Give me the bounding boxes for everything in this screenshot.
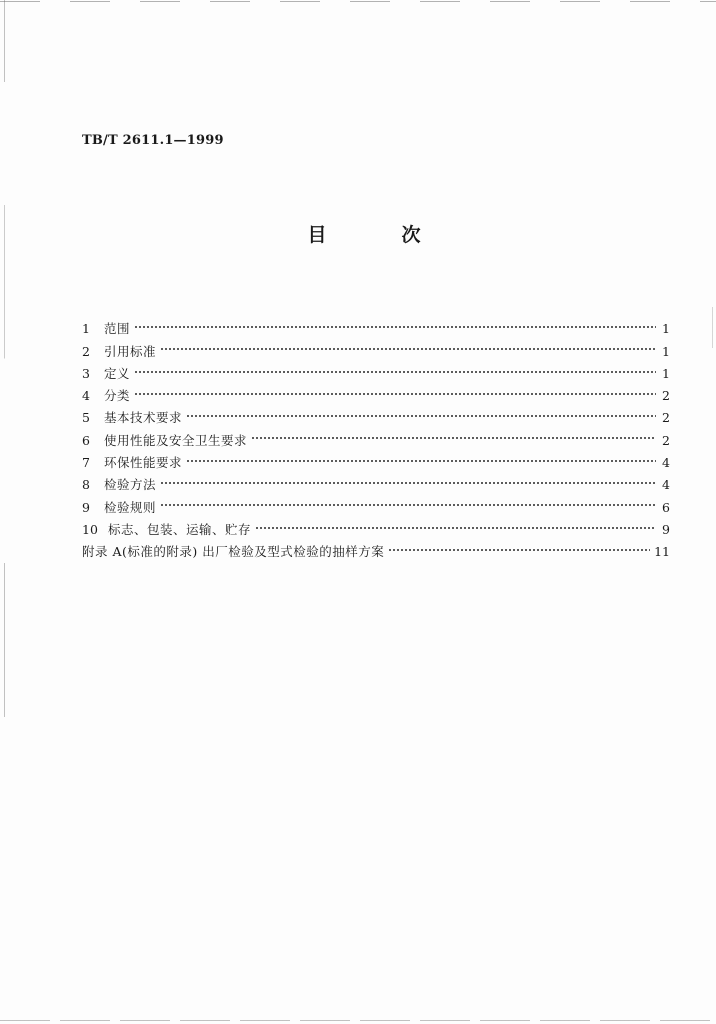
toc-leader-dots — [160, 489, 656, 511]
toc-entry-page: 9 — [662, 521, 670, 537]
toc-leader-dots — [134, 311, 656, 333]
toc-entry-number: 5 — [82, 410, 90, 426]
toc-entry[interactable] — [82, 400, 670, 426]
toc-entry[interactable] — [82, 333, 670, 359]
toc-entry-number: 3 — [82, 365, 90, 381]
toc-entry-title: 检验规则 — [104, 499, 157, 515]
scan-edge-top — [0, 1, 716, 2]
toc-entry-number: 9 — [82, 499, 90, 515]
toc-entry-title: 标志、包装、运输、贮存 — [108, 521, 252, 537]
toc-entry[interactable] — [82, 311, 670, 337]
toc-entry-page: 1 — [662, 343, 670, 359]
toc-leader-dots — [160, 333, 656, 355]
toc-leader-dots — [134, 378, 656, 400]
toc-leader-dots — [251, 422, 656, 444]
toc-entry-title: 附录 A(标准的附录) 出厂检验及型式检验的抽样方案 — [82, 544, 385, 560]
toc-entry-page: 2 — [662, 388, 670, 404]
toc-leader-dots — [134, 356, 656, 378]
toc-leader-dots — [186, 445, 656, 467]
toc-entry-number: 6 — [82, 432, 90, 448]
toc-entry-title: 分类 — [104, 388, 131, 404]
table-of-contents — [82, 311, 670, 560]
toc-title: 目 次 — [307, 224, 449, 246]
toc-leader-dots — [255, 512, 656, 534]
scan-edge-bottom — [0, 1020, 716, 1021]
toc-entry-page: 1 — [662, 321, 670, 337]
toc-entry-page: 2 — [662, 432, 670, 448]
toc-leader-dots — [388, 534, 650, 556]
toc-entry-title: 环保性能要求 — [104, 455, 183, 471]
toc-entry-page: 2 — [662, 410, 670, 426]
toc-entry[interactable] — [82, 378, 670, 404]
toc-entry-title: 引用标准 — [104, 343, 157, 359]
toc-entry-number: 10 — [82, 521, 98, 537]
toc-entry[interactable] — [82, 489, 670, 515]
toc-entry[interactable] — [82, 467, 670, 493]
toc-entry-page: 6 — [662, 499, 670, 515]
toc-entry-page: 1 — [662, 365, 670, 381]
toc-entry-number: 2 — [82, 343, 90, 359]
toc-entry-number: 8 — [82, 477, 90, 493]
standard-code: TB/T 2611.1—1999 — [82, 133, 224, 148]
toc-entry[interactable] — [82, 512, 670, 537]
scan-edge-right — [712, 0, 713, 1024]
toc-entry-title: 定义 — [104, 365, 131, 381]
scan-edge-left — [4, 0, 5, 1024]
toc-entry-title: 范围 — [104, 321, 131, 337]
toc-entry-title: 基本技术要求 — [104, 410, 183, 426]
toc-entry-number: 4 — [82, 388, 90, 404]
toc-entry-title: 使用性能及安全卫生要求 — [104, 432, 248, 448]
toc-entry-page: 4 — [662, 455, 670, 471]
toc-leader-dots — [186, 400, 656, 422]
toc-entry-page: 4 — [662, 477, 670, 493]
toc-entry-page: 11 — [654, 544, 670, 560]
toc-entry[interactable] — [82, 356, 670, 381]
toc-entry-number: 1 — [82, 321, 90, 337]
toc-entry-number: 7 — [82, 455, 90, 471]
toc-entry-title: 检验方法 — [104, 477, 157, 493]
toc-leader-dots — [160, 467, 656, 489]
